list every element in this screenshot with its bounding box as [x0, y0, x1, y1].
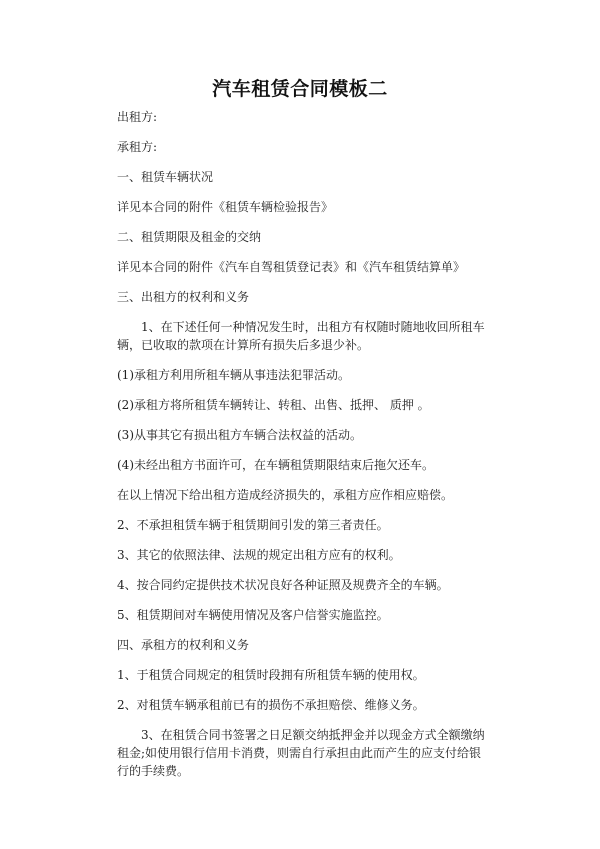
paragraph-item-3: (3)从事其它有损出租方车辆合法权益的活动。: [117, 428, 362, 442]
paragraph-lessor-right-5: 5、租赁期间对车辆使用情况及客户信誉实施监控。: [117, 608, 389, 622]
paragraph-lessor-right-3: 3、其它的依照法律、法规的规定出租方应有的权利。: [117, 548, 401, 562]
section-heading-lessor-rights: 三、出租方的权利和义务: [117, 290, 250, 304]
paragraph-lease-term-detail: 详见本合同的附件《汽车自驾租赁登记表》和《汽车租赁结算单》: [117, 260, 466, 274]
paragraph-lessee-right-1: 1、于租赁合同规定的租赁时段拥有所租赁车辆的使用权。: [117, 668, 425, 682]
document-body: [117, 108, 487, 780]
paragraph-lessor-right-4: 4、按合同约定提供技术状况良好各种证照及规费齐全的车辆。: [117, 578, 449, 592]
paragraph-lessee-right-2: 2、对租赁车辆承租前已有的损伤不承担赔偿、维修义务。: [117, 698, 425, 712]
paragraph-lessee: 承租方:: [117, 140, 158, 154]
section-heading-lease-term: 二、租赁期限及租金的交纳: [117, 230, 262, 244]
paragraph-item-1: (1)承租方利用所租车辆从事违法犯罪活动。: [117, 368, 350, 382]
paragraph-lessor-right-1: 1、在下述任何一种情况发生时，出租方有权随时随地收回所租车辆，已收取的款项在计算所有损失后多退少补。: [117, 320, 485, 352]
document-title: 汽车租赁合同模板二: [212, 78, 388, 100]
paragraph-compensation: 在以上情况下给出租方造成经济损失的，承租方应作相应赔偿。: [117, 488, 454, 502]
section-heading-vehicle-status: 一、租赁车辆状况: [117, 170, 214, 184]
section-heading-lessee-rights: 四、承租方的权利和义务: [117, 638, 250, 652]
paragraph-vehicle-status-detail: 详见本合同的附件《租赁车辆检验报告》: [117, 200, 334, 214]
paragraph-lessee-right-3: 3、在租赁合同书签署之日足额交纳抵押金并以现金方式全额缴纳租金;如使用银行信用卡消费，则需自行承担由此而产生的应支付给银行的手续费。: [117, 728, 485, 778]
paragraph-lessor-right-2: 2、不承担租赁车辆于租赁期间引发的第三者责任。: [117, 518, 389, 532]
paragraph-lessor: 出租方:: [117, 110, 158, 124]
paragraph-item-4: (4)未经出租方书面许可，在车辆租赁期限结束后拖欠还车。: [117, 458, 435, 472]
paragraph-item-2: (2)承租方将所租赁车辆转让、转租、出售、抵押、 质押 。: [117, 398, 430, 412]
